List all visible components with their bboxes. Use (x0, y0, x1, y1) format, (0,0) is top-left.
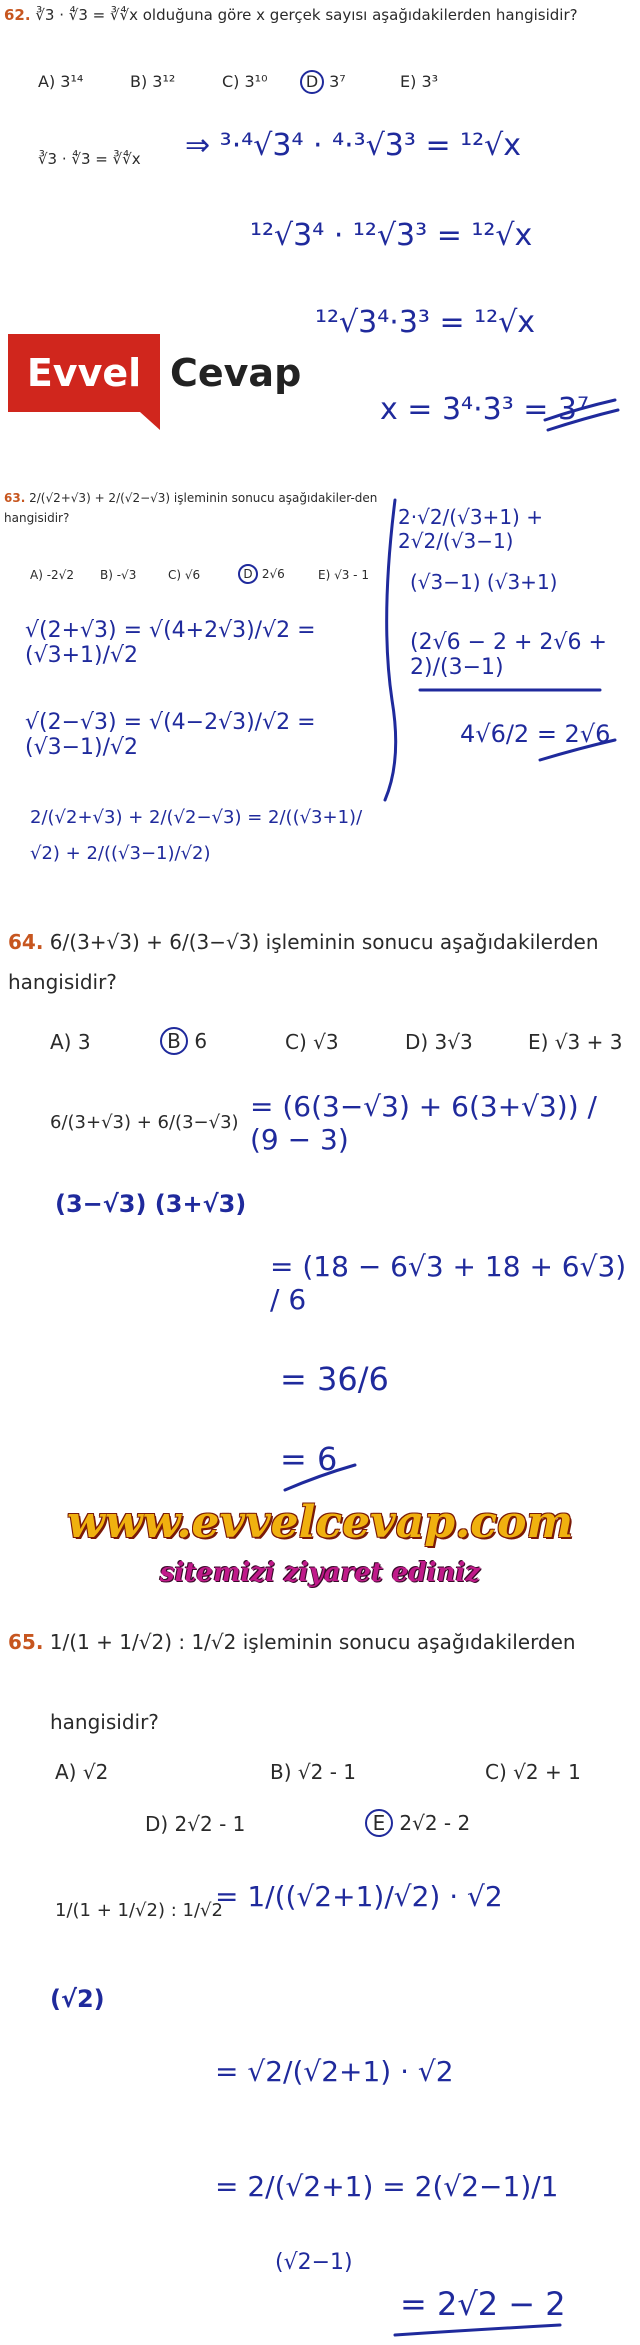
q62-option-e: E) 3³ (400, 72, 439, 91)
q64-text: işleminin sonucu aşağıdakilerden hangisidir? (8, 930, 599, 994)
logo-evvel: Evvel (8, 334, 160, 412)
q65-work-line-6: = 2√2 − 2 (400, 2285, 566, 2323)
q65-work-line-3: = √2/(√2+1) · √2 (215, 2055, 454, 2088)
website-banner-subtitle: sitemizi ziyaret ediniz (159, 1558, 481, 1588)
q65-work-line-1: = 1/((√2+1)/√2) · √2 (215, 1880, 503, 1913)
q65-expression-repeat: 1/(1 + 1/√2) : 1/√2 (55, 1900, 223, 1921)
q64-option-c: C) √3 (285, 1030, 339, 1054)
q65-text-line-2: hangisidir? (50, 1710, 159, 1734)
q62-text: olduğuna göre x gerçek sayısı aşağıdakilerden hangisidir? (142, 6, 578, 24)
q63-option-d-value: 2√6 (261, 567, 285, 581)
q65-option-d: D) 2√2 - 1 (145, 1812, 246, 1836)
q63-text: işleminin sonucu aşağıdakiler-den hangisidir? (4, 491, 378, 525)
q64-work-line-4: = 36/6 (280, 1360, 389, 1398)
q64-answer-circle: B (160, 1027, 188, 1055)
q64-option-d: D) 3√3 (405, 1030, 473, 1054)
q65-option-b: B) √2 - 1 (270, 1760, 357, 1784)
q63-underline (540, 740, 615, 760)
q65-answer-circle: E (365, 1809, 393, 1837)
q62-option-c: C) 3¹⁰ (222, 72, 268, 91)
q65-option-e-value: 2√2 - 2 (399, 1811, 471, 1835)
q64-work-line-5: = 6 (280, 1440, 338, 1478)
q63-expression: 2/(√2+√3) + 2/(√2−√3) (29, 491, 171, 505)
q63-work-right-3: (2√6 − 2 + 2√6 + 2)/(3−1) (410, 630, 607, 680)
q63-bracket (385, 500, 396, 800)
q62-work-line-4: x = 3⁴·3³ = 3⁷ (380, 392, 590, 427)
q62-number: 62. (4, 6, 31, 24)
q64-option-b-value: 6 (194, 1029, 208, 1053)
q64-option-a: A) 3 (50, 1030, 91, 1054)
q63-option-a: A) -2√2 (30, 568, 74, 582)
q62-expression-repeat: ∛3 · ∜3 = ∛∜x (38, 150, 141, 168)
q65-work-line-2: (√2) (50, 1985, 105, 2013)
q62-work-line-3: ¹²√3⁴·3³ = ¹²√x (315, 305, 536, 340)
q64-work-line-1: = (6(3−√3) + 6(3+√3)) / (9 − 3) (250, 1090, 597, 1156)
q62-answer-circle: D (300, 70, 324, 94)
q62-work-line-1: ⇒ ³·⁴√3⁴ · ⁴·³√3³ = ¹²√x (185, 128, 522, 163)
q65-option-c: C) √2 + 1 (485, 1760, 581, 1784)
q62-work-line-2: ¹²√3⁴ · ¹²√3³ = ¹²√x (250, 218, 533, 253)
q62-underline-2 (548, 410, 618, 430)
logo-cevap: Cevap (170, 351, 302, 395)
q63-option-c: C) √6 (168, 568, 201, 582)
q63-answer-circle: D (238, 564, 258, 584)
q63-work-left-1: √(2+√3) = √(4+2√3)/√2 = (√3+1)/√2 (25, 618, 316, 668)
q63-work-left-3: 2/(√2+√3) + 2/(√2−√3) = 2/((√3+1)/√2) + 2/((√3−1)/√2) (30, 807, 363, 864)
q63-number: 63. (4, 491, 26, 505)
q64-option-e: E) √3 + 3 (528, 1030, 623, 1054)
q63-work-left-2: √(2−√3) = √(4−2√3)/√2 = (√3−1)/√2 (25, 710, 316, 760)
q64-underline (285, 1465, 355, 1490)
q65-number: 65. (8, 1630, 44, 1654)
q65-text: işleminin sonucu aşağıdakilerden (242, 1630, 576, 1654)
q65-work-line-5: (√2−1) (275, 2250, 353, 2275)
q63-option-b: B) -√3 (100, 568, 137, 582)
q62-option-a: A) 3¹⁴ (38, 72, 84, 91)
q64-work-line-2: (3−√3) (3+√3) (55, 1190, 247, 1218)
q63-work-right-2: (√3−1) (√3+1) (410, 570, 558, 594)
q62-expression: ∛3 · ∜3 = ∛∜x (35, 6, 138, 24)
q63-work-right-4: 4√6/2 = 2√6 (460, 720, 611, 748)
q64-work-line-3: = (18 − 6√3 + 18 + 6√3) / 6 (270, 1250, 627, 1316)
q62-option-b: B) 3¹² (130, 72, 176, 91)
q65-underline (395, 2325, 560, 2335)
q64-number: 64. (8, 930, 44, 954)
q62-option-d-value: 3⁷ (329, 72, 346, 91)
q62-underline-1 (545, 400, 615, 420)
q65-expression: 1/(1 + 1/√2) : 1/√2 (49, 1630, 237, 1654)
q63-work-right-1: 2·√2/(√3+1) + 2√2/(√3−1) (398, 505, 543, 553)
q65-option-a: A) √2 (55, 1760, 109, 1784)
q64-expression: 6/(3+√3) + 6/(3−√3) (49, 930, 260, 954)
website-banner: www.evvelcevap.com (67, 1497, 573, 1548)
q65-work-line-4: = 2/(√2+1) = 2(√2−1)/1 (215, 2170, 559, 2203)
q64-expression-repeat: 6/(3+√3) + 6/(3−√3) (50, 1112, 239, 1133)
q63-option-e: E) √3 - 1 (318, 568, 369, 582)
